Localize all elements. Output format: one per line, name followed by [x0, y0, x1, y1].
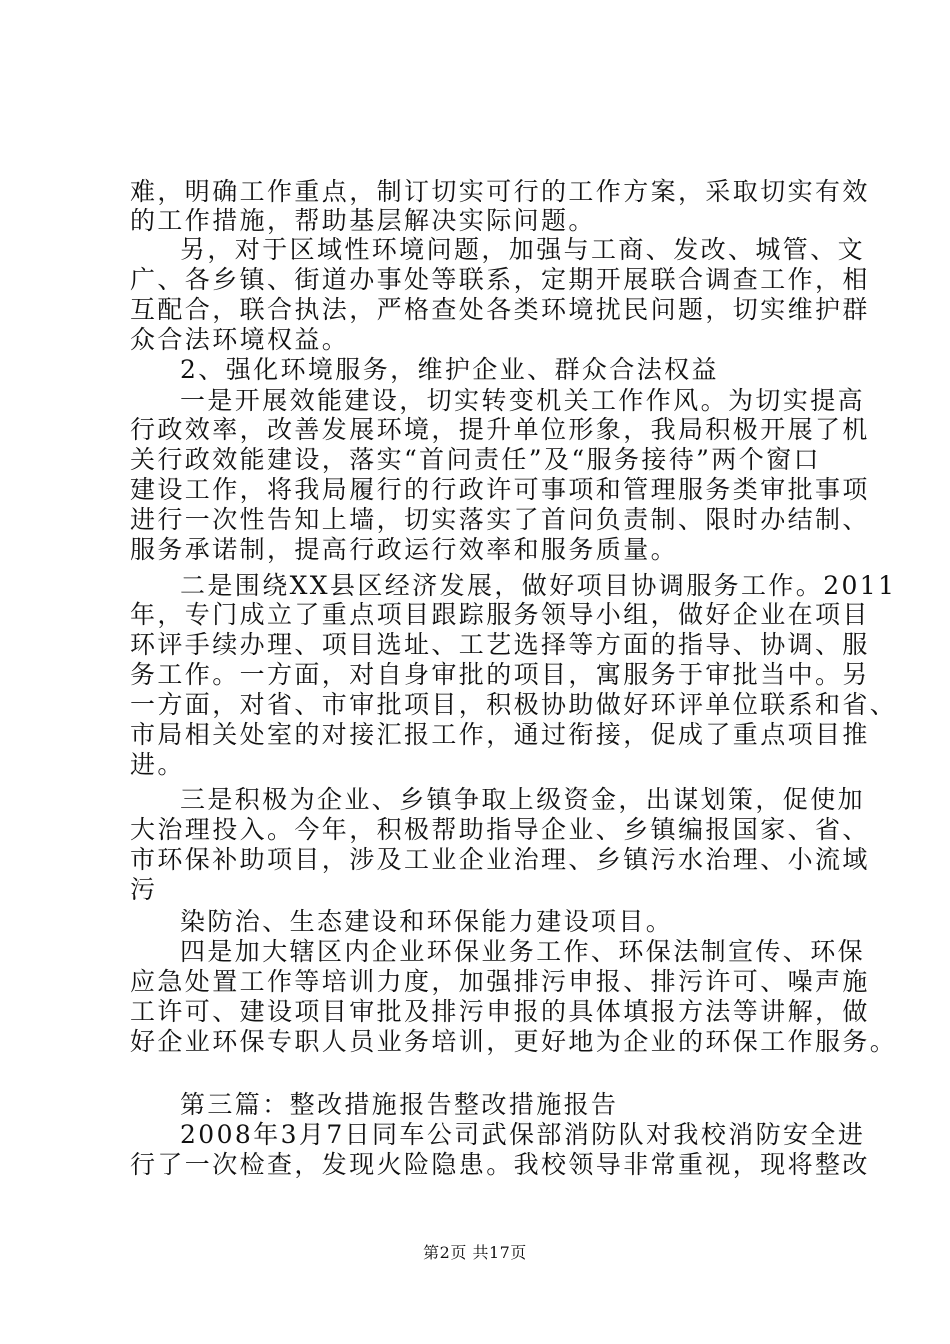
paragraph-start-line: 四是加大辖区内企业环保业务工作、环保法制宣传、环保 [180, 937, 866, 966]
body-text-line: 一方面，对省、市审批项目，积极协助做好环评单位联系和省、 [130, 690, 898, 719]
body-text-line: 工许可、建设项目审批及排污申报的具体填报方法等讲解，做 [130, 997, 870, 1026]
body-text-line: 的工作措施，帮助基层解决实际问题。 [130, 206, 596, 235]
body-text-line: 关行政效能建设，落实“首问责任”及“服务接待”两个窗口 [130, 445, 821, 474]
paragraph-start-line: 一是开展效能建设，切实转变机关工作作风。为切实提高 [180, 386, 866, 415]
body-text-line: 大治理投入。今年，积极帮助指导企业、乡镇编报国家、省、 [130, 815, 870, 844]
paragraph-start-line: 二是围绕XX县区经济发展，做好项目协调服务工作。2011 [180, 571, 897, 600]
body-text-line: 行了一次检查，发现火险隐患。我校领导非常重视，现将整改 [130, 1150, 870, 1179]
body-text-line: 污 [130, 875, 158, 904]
paragraph-start-line: 三是积极为企业、乡镇争取上级资金，出谋划策，促使加 [180, 785, 866, 814]
body-text-line: 市环保补助项目，涉及工业企业治理、乡镇污水治理、小流域 [130, 845, 870, 874]
paragraph-start-line: 2008年3月7日同车公司武保部消防队对我校消防安全进 [180, 1120, 866, 1149]
body-text-line: 应急处置工作等培训力度，加强排污申报、排污许可、噪声施 [130, 967, 870, 996]
body-text-line: 广、各乡镇、街道办事处等联系，定期开展联合调查工作，相 [130, 265, 870, 294]
body-text-line: 环评手续办理、项目选址、工艺选择等方面的指导、协调、服 [130, 630, 870, 659]
paragraph-start-line: 染防治、生态建设和环保能力建设项目。 [180, 907, 674, 936]
section-heading: 2、强化环境服务，维护企业、群众合法权益 [180, 355, 719, 384]
body-text-line: 互配合，联合执法，严格查处各类环境扰民问题，切实维护群 [130, 295, 870, 324]
body-text-line: 市局相关处室的对接汇报工作，通过衔接，促成了重点项目推 [130, 720, 870, 749]
body-text-line: 好企业环保专职人员业务培训，更好地为企业的环保工作服务。 [130, 1027, 898, 1056]
body-text-line: 进。 [130, 750, 185, 779]
body-text-line: 服务承诺制，提高行政运行效率和服务质量。 [130, 535, 679, 564]
body-text-line: 年，专门成立了重点项目跟踪服务领导小组，做好企业在项目 [130, 600, 870, 629]
chapter-heading: 第三篇：整改措施报告整改措施报告 [180, 1090, 619, 1119]
body-text-line: 行政效率，改善发展环境，提升单位形象，我局积极开展了机 [130, 415, 870, 444]
body-text-line: 进行一次性告知上墙，切实落实了首问负责制、限时办结制、 [130, 505, 870, 534]
body-text-line: 众合法环境权益。 [130, 325, 350, 354]
paragraph-start-line: 另，对于区域性环境问题，加强与工商、发改、城管、文 [180, 235, 866, 264]
body-text-line: 务工作。一方面，对自身审批的项目，寓服务于审批当中。另 [130, 660, 870, 689]
body-text-line: 建设工作，将我局履行的行政许可事项和管理服务类审批事项 [130, 475, 870, 504]
body-text-line: 难，明确工作重点，制订切实可行的工作方案，采取切实有效 [130, 177, 870, 206]
page-number-footer: 第2页 共17页 [423, 1243, 527, 1262]
